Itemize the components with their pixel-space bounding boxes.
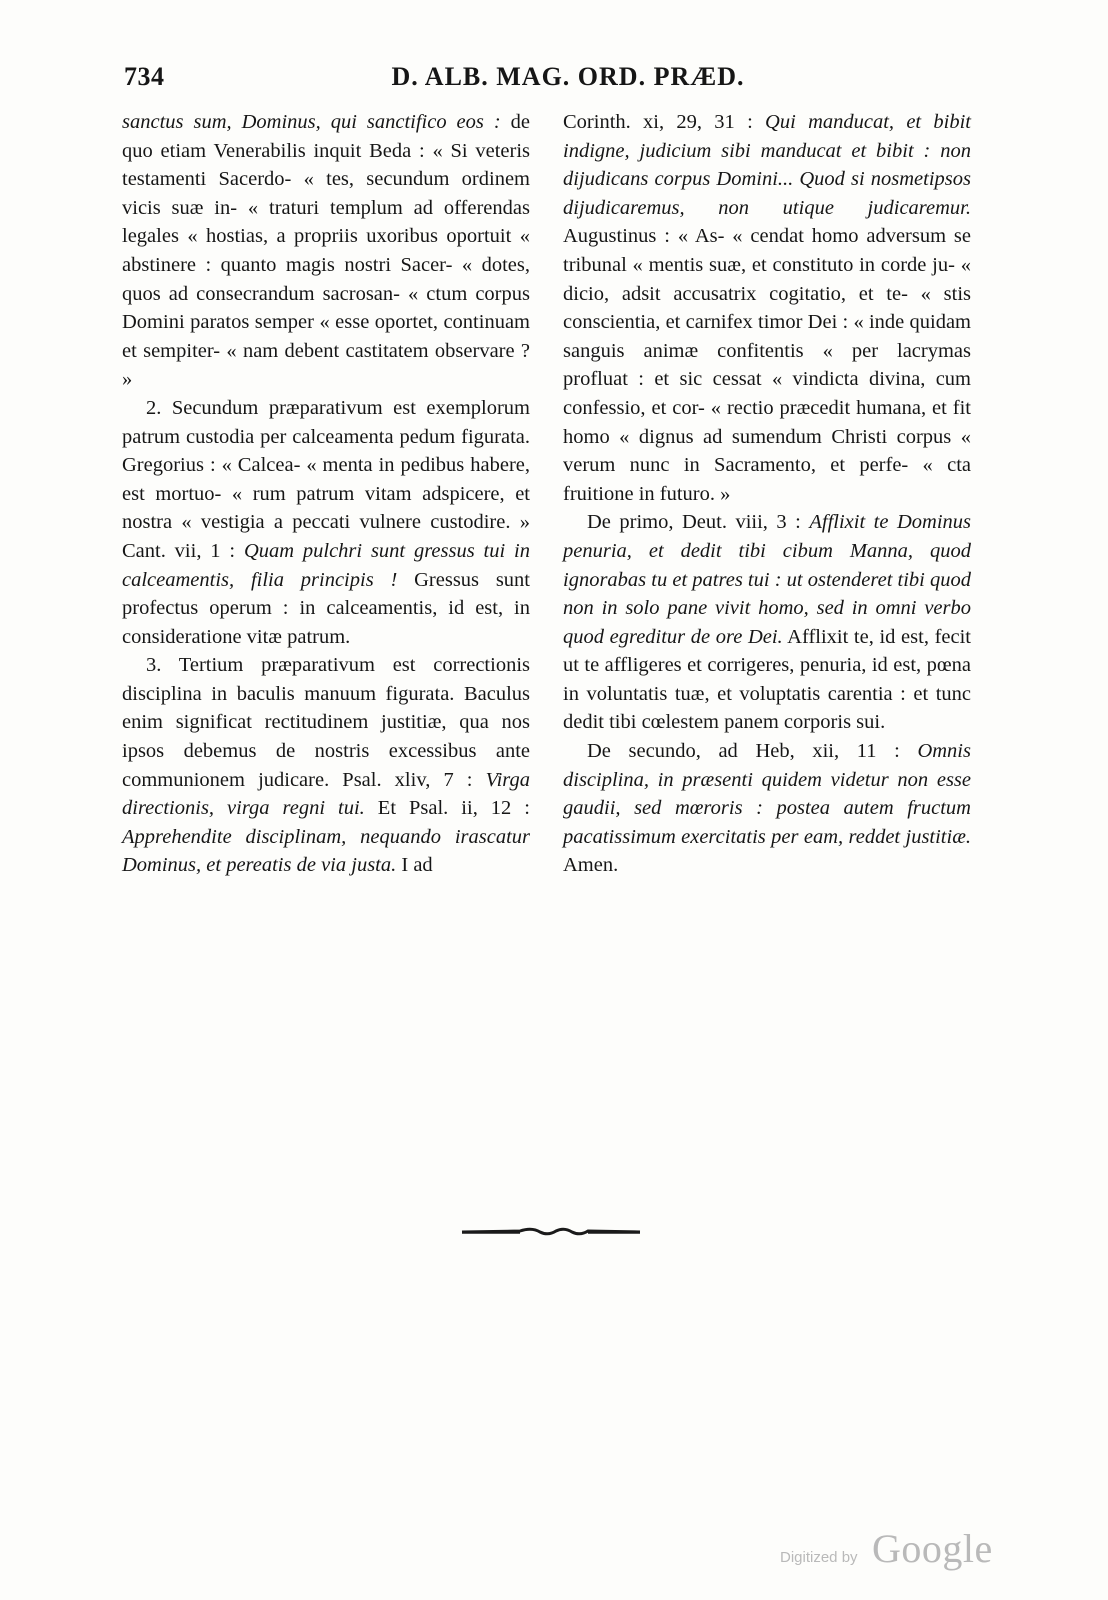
paragraph	[122, 394, 530, 651]
text-segment: De primo, Deut. viii, 3 :	[587, 511, 810, 534]
end-ornament	[460, 1225, 642, 1239]
google-logo: Google	[872, 1526, 993, 1571]
paragraph	[563, 737, 971, 880]
left-column	[122, 108, 530, 880]
text-segment: de quo etiam Venerabilis inquit Beda : « Si veteris testamenti Sacerdo- « tes, secundum ordinem vicis suæ in- « traturi templum ad offerendas legales « hostias, a propriis uxoribus oportuit « abstinere : quanto magis nostri Sacer- « dotes, quos ad consecrandum sacrosan- « ctum corpus Domini paratos semper « esse oportet, continuam et sempiter- « nam debent castitatem observare ? »	[122, 111, 530, 391]
italic-text: Quam pulchri sunt gressus tui in calceamentis, filia principis !	[122, 539, 530, 591]
text-segment: Gressus sunt profectus operum : in calceamentis, id est, in consideratione vitæ patrum.	[122, 568, 531, 648]
watermark-prefix: Digitized by	[780, 1549, 858, 1566]
paragraph	[122, 108, 530, 394]
running-title: D. ALB. MAG. ORD. PRÆD.	[391, 62, 745, 91]
text-segment: 3. Tertium præparativum est correctionis disciplina in baculis manuum figurata. Baculus enim significat rectitudinem justitiæ, qua nos ipsos debemus de nostris excessibus ante communionem judicare. Psal. xliv, 7 :	[122, 654, 530, 791]
page-header	[124, 62, 972, 96]
paragraph	[563, 508, 971, 737]
right-column	[563, 108, 971, 880]
italic-text: Omnis disciplina, in præsenti quidem videtur non esse gaudii, sed mœroris : postea autem fructum pacatissimum exercitatis per eam, reddet justitiæ.	[563, 740, 971, 848]
italic-text: Afflixit te Dominus penuria, et dedit tibi cibum Manna, quod ignorabas tu et patres tui : ut ostenderet tibi quod non in solo pane vivit homo, sed in omni verbo quod egreditur de ore Dei.	[563, 511, 971, 648]
italic-text: Qui manducat, et bibit indigne, judicium sibi manducat et bibit : non dijudicans corpus Domini... Quod si nosmetipsos dijudicaremus, non utique judicaremur.	[563, 111, 971, 219]
paragraph	[563, 108, 971, 508]
text-segment: I ad	[396, 854, 433, 877]
paragraph	[122, 651, 530, 880]
digitized-by-watermark	[780, 1526, 1000, 1572]
italic-text: Virga directionis, virga regni tui.	[122, 768, 530, 820]
italic-text: Apprehendite disciplinam, nequando irascatur Dominus, et pereatis de via justa.	[122, 825, 530, 877]
text-segment: Corinth. xi, 29, 31 :	[563, 111, 766, 133]
text-segment: De secundo, ad Heb, xii, 11 :	[587, 740, 918, 763]
text-segment: Amen.	[563, 854, 619, 877]
text-segment: Et Psal. ii, 12 :	[364, 797, 530, 820]
text-segment: 2. Secundum præparativum est exemplorum patrum custodia per calceamenta pedum figurata. Gregorius : « Calcea- « menta in pedibus habere, est mortuo- « rum patrum vitam adspicere, et nostra « vestigia a peccati vulnere custodire. » Cant. vii, 1 :	[122, 396, 530, 562]
italic-text: sanctus sum, Dominus, qui sanctifico eos :	[122, 111, 501, 133]
text-segment: Afflixit te, id est, fecit ut te affligeres et corrigeres, penuria, id est, pœna in voluntatis tuæ, et voluptatis carentia : et tunc dedit tibi cœlestem panem corporis sui.	[563, 625, 971, 734]
page-number: 734	[124, 62, 165, 91]
text-segment: Augustinus : « As- « cendat homo adversum se tribunal « mentis suæ, et constituto in corde ju- « dicio, adsit accusatrix cogitatio, et te- « stis conscientia, et carnifex timor Dei : « inde quidam sanguis animæ confitentis « per lacrymas profluat : et sic cessat « vindicta divina, cum confessio, et cor- « rectio præcedit humana, et fit homo « dignus ad sumendum Christi corpus « verum nunc in Sacramento, et perfe- « cta fruitione in futuro. »	[563, 225, 971, 505]
